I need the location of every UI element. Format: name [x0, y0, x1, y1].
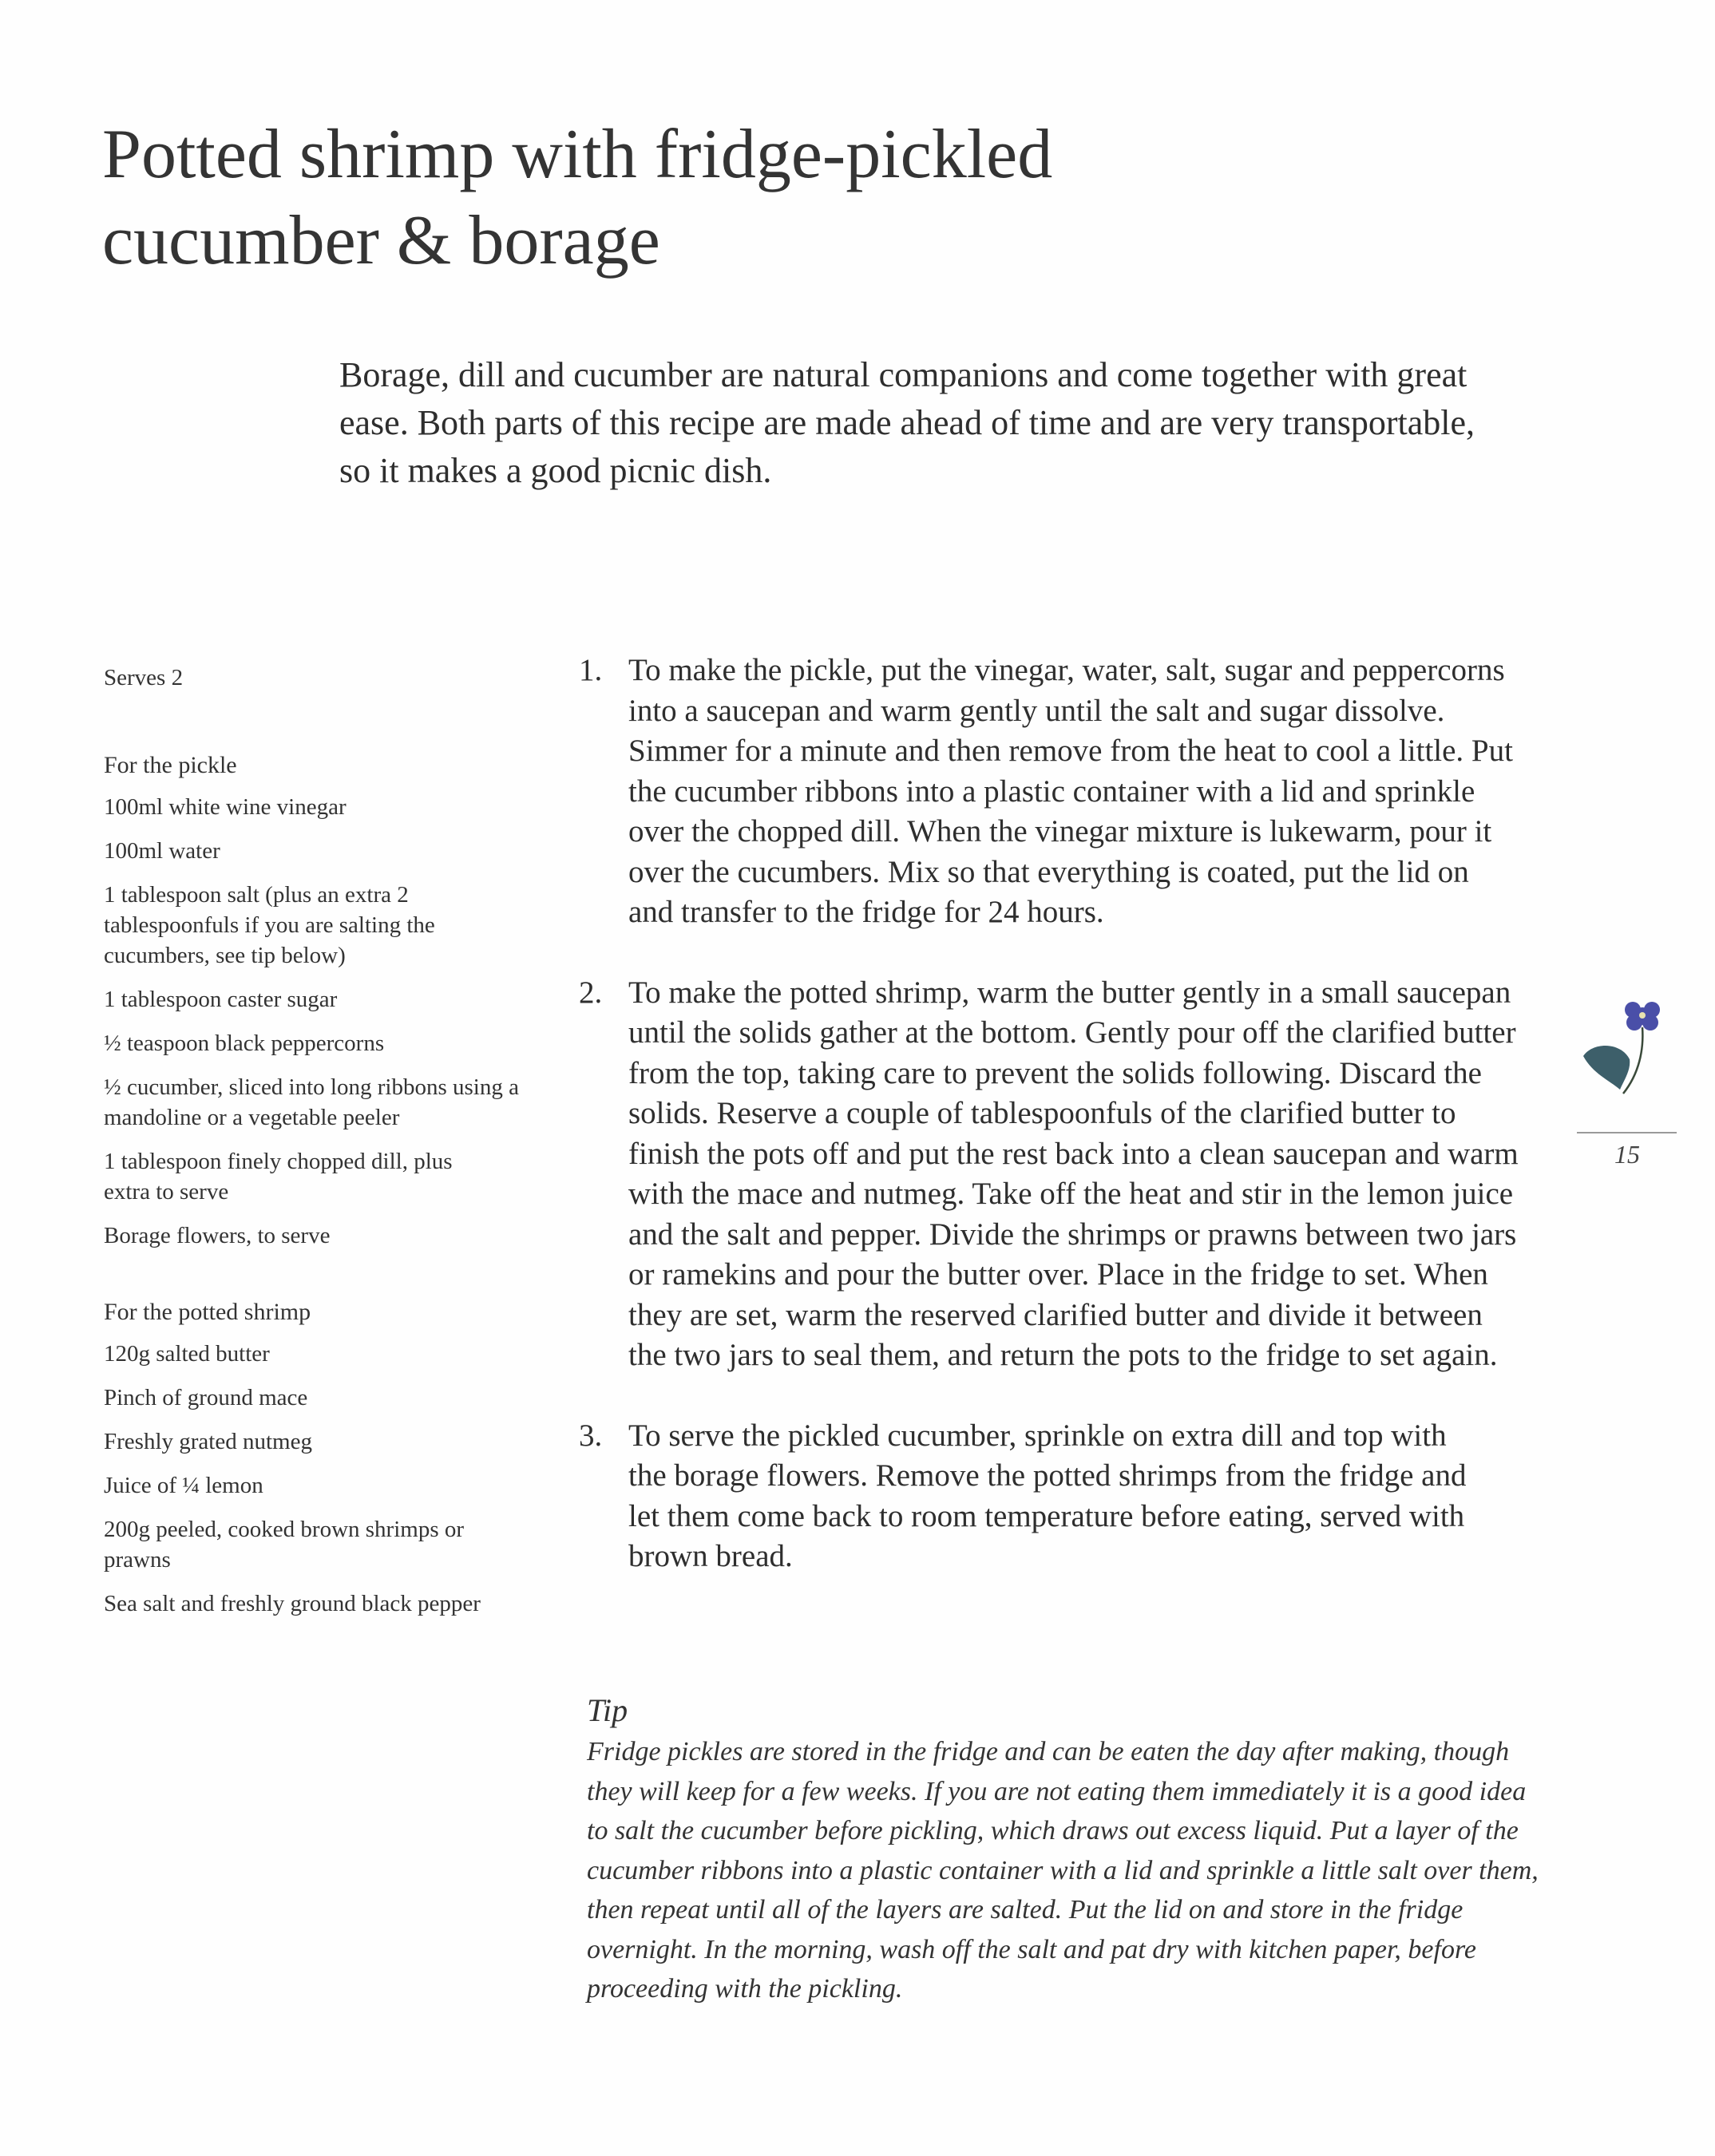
step-number: 2. [579, 975, 603, 1010]
tip-body: Fridge pickles are stored in the fridge and can be eaten the day after making, though they will keep for a few weeks. If you are not eating them immediately it is a good idea to salt the cucumber before pickling, which draws out excess liquid. Put a layer of the cucumber ribbons into a plastic container with a lid and sprinkle a little salt over them, then repeat until all of the layers are salted. Put the lid on and store in the fridge overnight. In the morning, wash off the salt and pat dry with kitchen paper, before proceeding with the pickling. [587, 1737, 1539, 2004]
step-text: To make the pickle, put the vinegar, water, salt, sugar and peppercorns into a saucepan and warm gently until the salt and sugar dissolve. Simmer for a minute and then remove from the heat to cool a little. Put the cucumber ribbons into a plastic container with a lid and sprinkle over the chopped dill. When the vinegar mixture is lukewarm, pour it over the cucumbers. Mix so that everything is coated, put the lid on and transfer to the fridge for 24 hours. [628, 653, 1513, 929]
method-step [579, 1416, 1521, 1577]
intro-paragraph: Borage, dill and cucumber are natural companions and come together with great ease. Both parts of this recipe are made ahead of time and are very transportable, so it makes a good picnic dish. [339, 355, 1475, 490]
step-number: 1. [579, 653, 603, 687]
tip-box [587, 1691, 1545, 2009]
list-item: Freshly grated nutmeg [104, 1429, 312, 1454]
list-item: 1 tablespoon salt (plus an extra 2 tablespoonfuls if you are salting the cucumbers, see tip below) [104, 882, 435, 968]
list-item: 100ml white wine vinegar [104, 794, 347, 820]
ingredients-column [104, 663, 551, 1665]
method-steps [579, 651, 1521, 1617]
list-item: ½ cucumber, sliced into long ribbons using a mandoline or a vegetable peeler [104, 1074, 519, 1130]
shrimp-ingredient-list [104, 1339, 551, 1619]
page-title: Potted shrimp with fridge-pickled cucumber & borage [102, 116, 1053, 279]
list-item: Pinch of ground mace [104, 1385, 308, 1410]
step-text: To serve the pickled cucumber, sprinkle on extra dill and top with the borage flowers. Remove the potted shrimps from the fridge and let them come back to room temperature before eating, served with brown bread. [628, 1418, 1467, 1573]
flower-head [1625, 1002, 1660, 1031]
method-step [579, 651, 1521, 933]
list-item: Sea salt and freshly ground black pepper [104, 1591, 481, 1616]
leaf [1583, 1046, 1630, 1090]
folio-rule [1577, 1132, 1677, 1133]
step-text: To make the potted shrimp, warm the butter gently in a small saucepan until the solids gather at the bottom. Gently pour off the clarified butter from the top, taking care to prevent the solids following. Discard the solids. Reserve a couple of tablespoonfuls of the clarified butter to finish the pots off and put the rest back into a clean saucepan and warm with the mace and nutmeg. Take off the heat and stir in the lemon juice and the salt and pepper. Divide the shrimps or prawns between two jars or ramekins and pour the butter over. Place in the fridge to set. When they are set, warm the reserved clarified butter and divide it between the two jars to seal them, and return the pots to the fridge to set again. [628, 975, 1519, 1372]
list-item: Juice of ¼ lemon [104, 1473, 263, 1498]
list-item: 200g peeled, cooked brown shrimps or prawns [104, 1517, 465, 1572]
list-item: 1 tablespoon finely chopped dill, plus extra to serve [104, 1149, 453, 1205]
list-item: 1 tablespoon caster sugar [104, 987, 338, 1012]
list-item: 100ml water [104, 838, 220, 864]
serves-label: Serves 2 [104, 665, 184, 690]
list-item: ½ teaspoon black peppercorns [104, 1031, 385, 1056]
borage-flower-icon [1577, 994, 1673, 1114]
list-item: 120g salted butter [104, 1341, 270, 1367]
shrimp-heading: For the potted shrimp [104, 1299, 311, 1325]
tip-heading: Tip [587, 1692, 628, 1728]
step-number: 3. [579, 1418, 603, 1453]
pickle-heading: For the pickle [104, 752, 237, 778]
pickle-ingredient-list [104, 792, 551, 1251]
page-number: 15 [1614, 1140, 1640, 1169]
method-step [579, 973, 1521, 1376]
list-item: Borage flowers, to serve [104, 1223, 331, 1248]
